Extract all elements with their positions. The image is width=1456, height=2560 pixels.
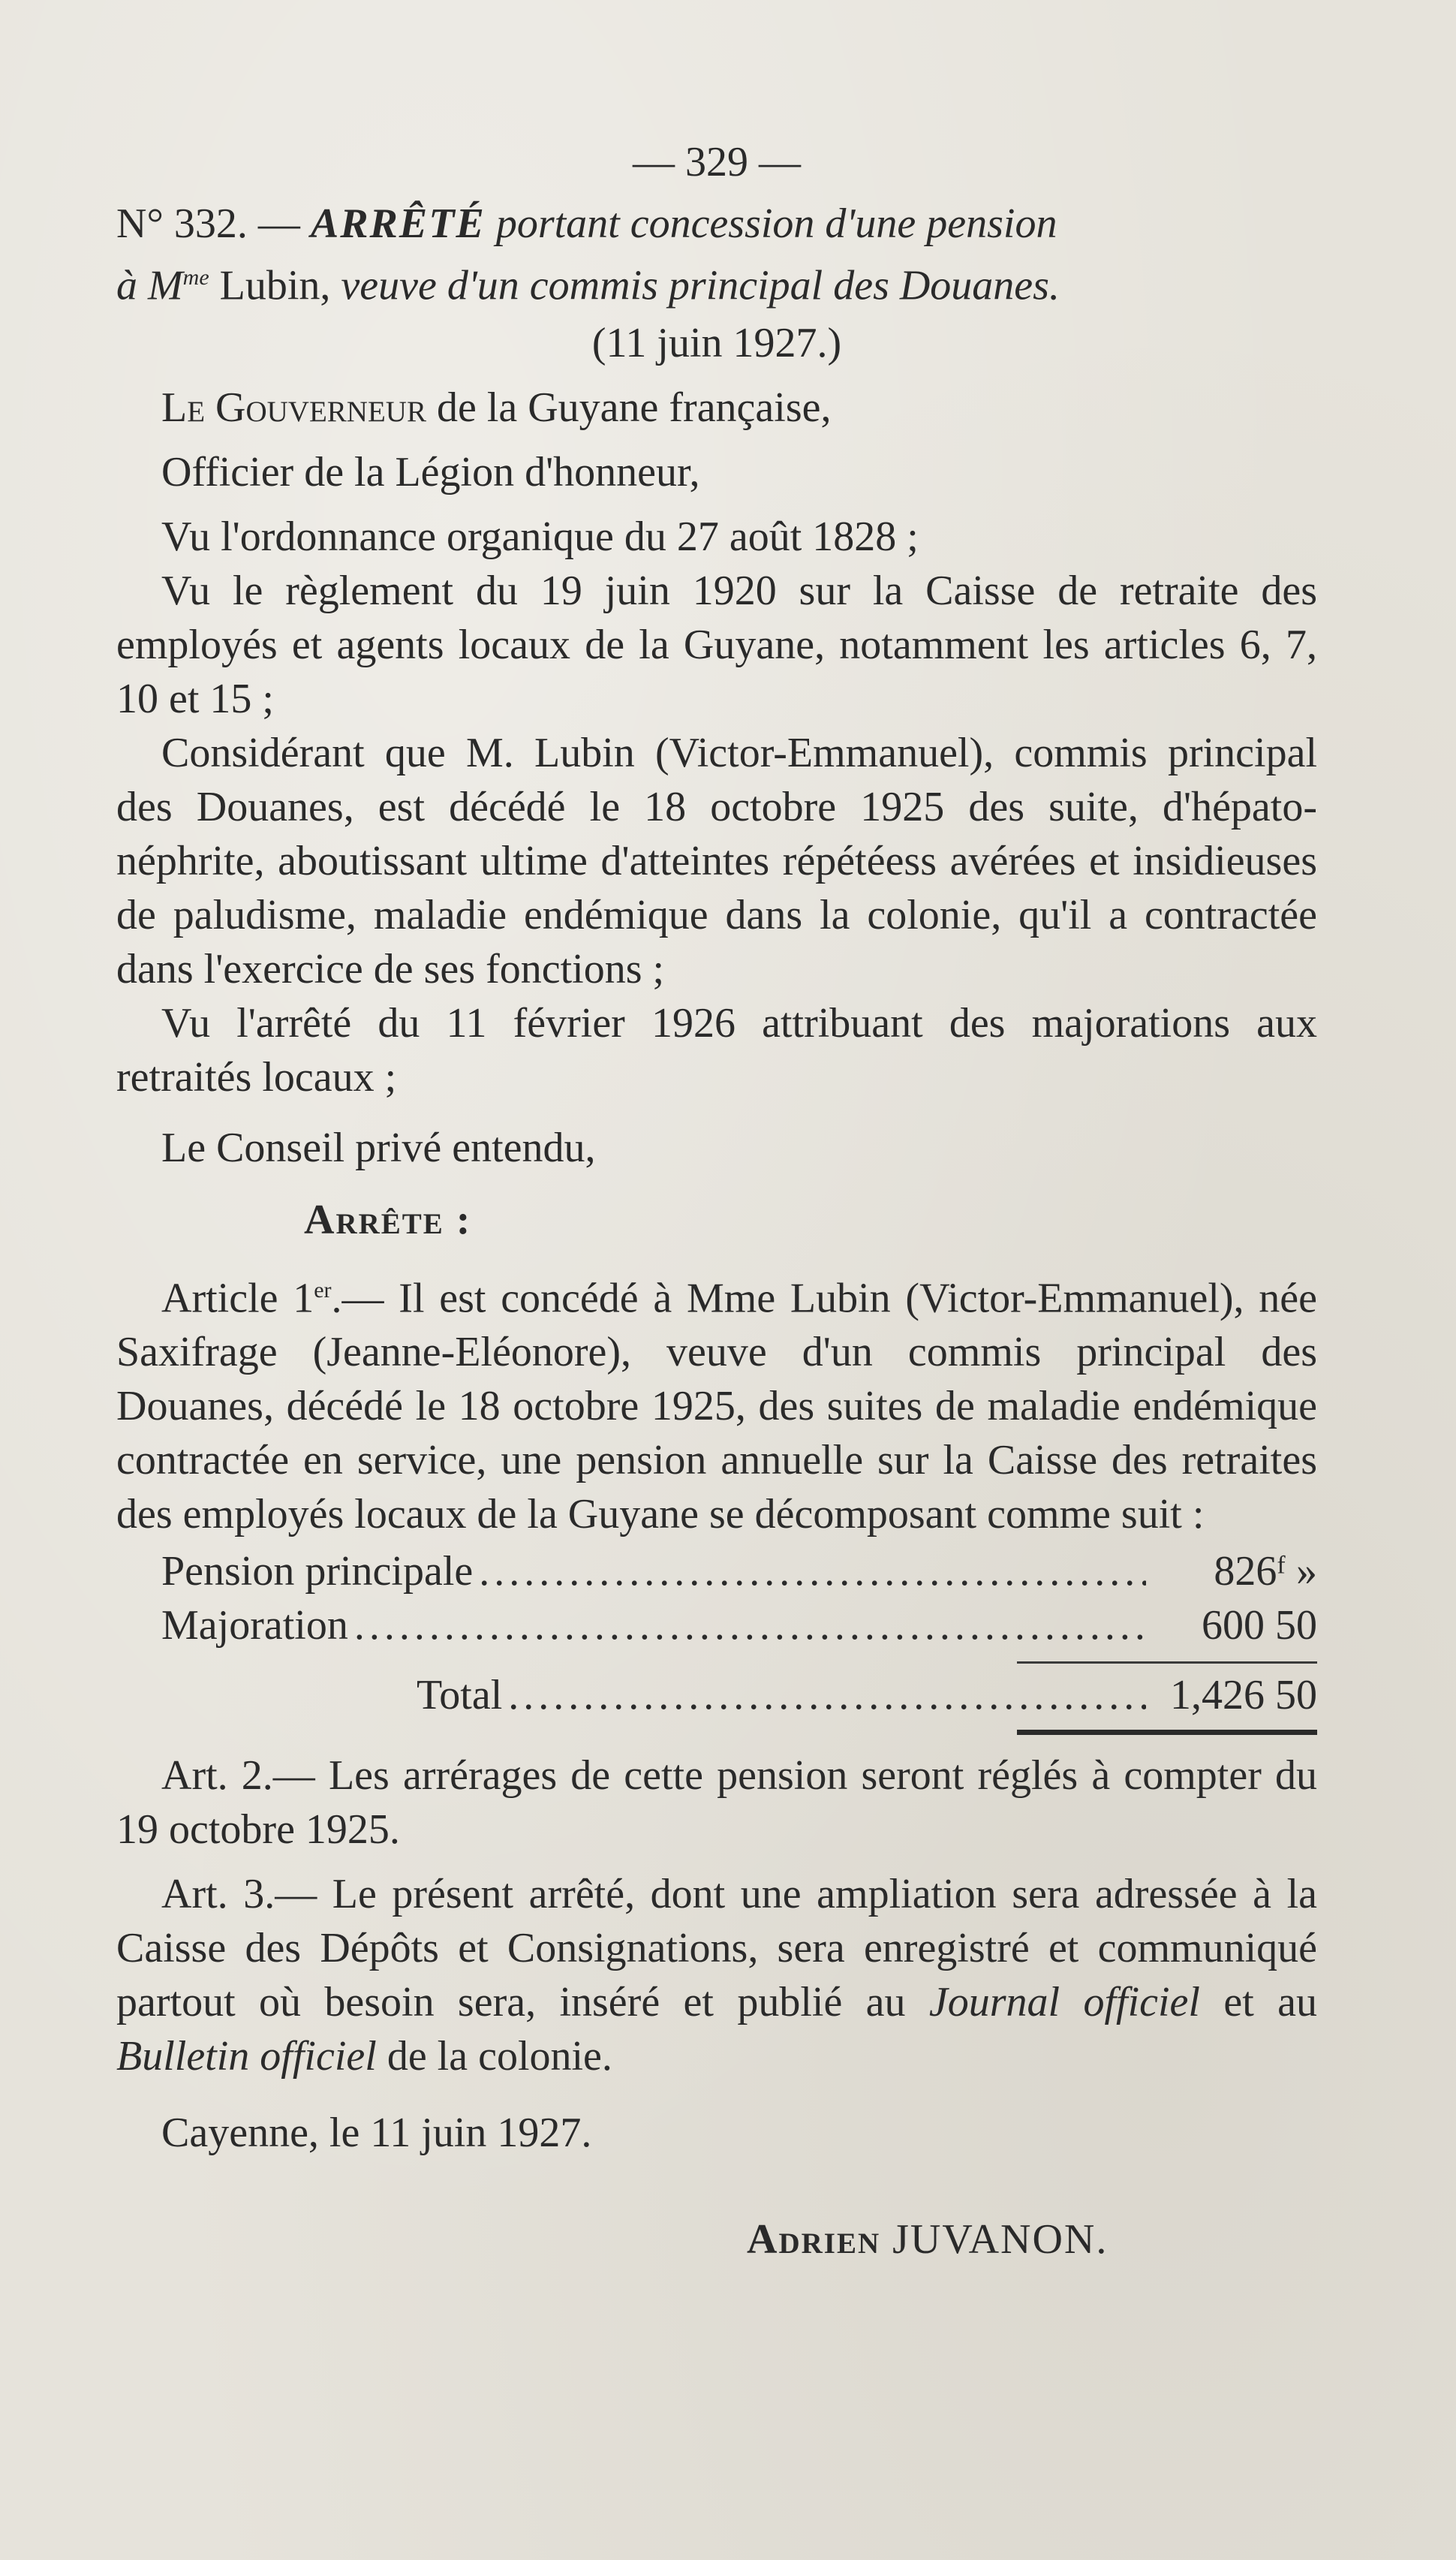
governor-territory: de la Guyane française, <box>436 384 832 431</box>
arrete-label: Arrête : <box>304 1196 472 1243</box>
article-1-sup: er <box>314 1277 332 1303</box>
article-1-text: .— Il est concédé à Mme Lubin (Victor-Emmanuel), née Saxifrage (Jeanne-Eléonore), veuve d'un commis principal des Douanes, décédé le 18 octobre 1925, des suites de maladie endémique contractée en service, une pension annuelle sur la Caisse des retraites des employés locaux de la Guyane se décomposant comme suit : <box>116 1275 1317 1538</box>
article-3-end: de la colonie. <box>376 2033 612 2080</box>
total-double-rule <box>1017 1730 1317 1735</box>
decree-date: (11 juin 1927.) <box>591 319 842 366</box>
decree-type: ARRÊTÉ <box>310 200 486 247</box>
leader-dots <box>479 1544 1146 1598</box>
governor-line2: Officier de la Légion d'honneur, <box>161 448 700 495</box>
pension-row-label: Majoration <box>161 1602 348 1649</box>
total-label: Total <box>417 1672 503 1719</box>
pension-row-value: 826ᶠ » <box>1214 1548 1317 1595</box>
decree-title-name: Lubin, <box>219 262 331 309</box>
article-2: Art. 2.— Les arrérages de cette pension seront réglés à compter du 19 octobre 1925. <box>116 1752 1317 1854</box>
leader-dots <box>354 1598 1146 1652</box>
article-3 <box>116 1867 1317 2083</box>
decree-title-prefix: à M <box>116 262 183 309</box>
governor-line1 <box>116 381 1317 435</box>
leader-dots <box>508 1668 1146 1722</box>
sum-rule <box>1017 1661 1317 1664</box>
signature <box>116 2212 1317 2266</box>
total-value: 1,426 50 <box>1170 1672 1317 1719</box>
page-number: — 329 — <box>633 139 801 185</box>
pension-total-row <box>116 1668 1317 1722</box>
decree-title-line1: portant concession d'une pension <box>495 200 1057 247</box>
decree-number: N° 332. <box>116 200 248 247</box>
document-content <box>116 135 1317 2266</box>
article-3-text: Art. 3.— Le présent arrêté, dont une ampliation sera adressée à la Caisse des Dépôts et Consignations, sera enregistré et communiqué partout où besoin sera, inséré et publié au <box>116 1871 1317 2026</box>
pension-row-value: 600 50 <box>1202 1602 1317 1649</box>
consideration-4: Vu l'arrêté du 11 février 1926 attribuant des majorations aux retraités locaux ; <box>116 999 1317 1101</box>
pension-row-label: Pension principale <box>161 1548 474 1595</box>
pension-table <box>116 1544 1317 1735</box>
heading-dash: — <box>257 200 300 247</box>
decree-title-sup: me <box>182 265 209 290</box>
decree-title-line2: veuve d'un commis principal des Douanes. <box>341 262 1060 309</box>
decree-heading <box>116 197 1317 313</box>
signature-first-name: Adrien <box>747 2216 881 2263</box>
pension-row <box>116 1544 1317 1598</box>
consideration-3: Considérant que M. Lubin (Victor-Emmanuel), commis principal des Douanes, est décédé le 18 octobre 1925 des suite, d'hépato-néphrite, aboutissant ultime d'atteintes répétéess avérées et insidieuses de paludisme, maladie endémique dans la colonie, qu'il a contractée dans l'exercice de ses fonctions ; <box>116 729 1317 992</box>
article-3-middle: et au <box>1199 1979 1317 2026</box>
consideration-1: Vu l'ordonnance organique du 27 août 1828 ; <box>161 513 919 560</box>
consideration-2: Vu le règlement du 19 juin 1920 sur la Caisse de retraite des employés et agents locaux de la Guyane, notamment les articles 6, 7, 10 et 15 ; <box>116 567 1317 722</box>
article-1-label: Article 1 <box>161 1275 314 1322</box>
governor-title: Le Gouverneur <box>161 384 426 431</box>
pension-row <box>116 1598 1317 1652</box>
article-1 <box>116 1263 1317 1542</box>
conseil-line: Le Conseil privé entendu, <box>161 1124 596 1171</box>
place-date: Cayenne, le 11 juin 1927. <box>161 2110 592 2157</box>
signature-last-name: JUVANON. <box>892 2216 1109 2263</box>
journal-officiel: Journal officiel <box>928 1979 1200 2026</box>
bulletin-officiel: Bulletin officiel <box>116 2033 377 2080</box>
